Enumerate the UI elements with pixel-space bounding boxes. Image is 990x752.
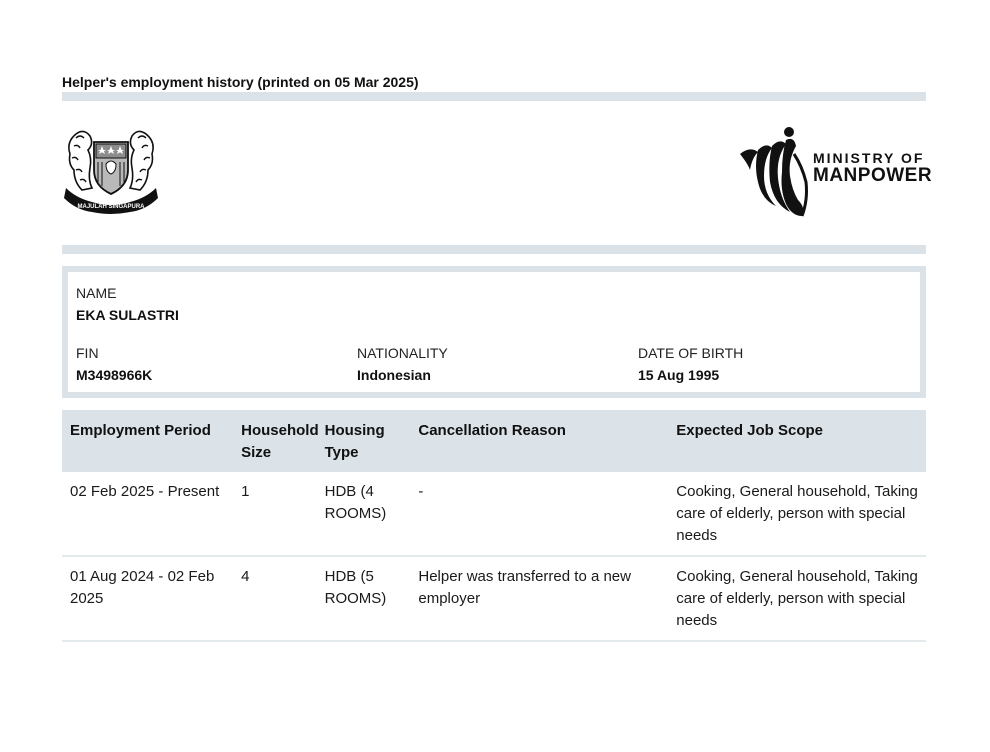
header-divider-bottom: [62, 245, 926, 254]
row-cancellation-reason: -: [410, 472, 668, 556]
helper-fin: M3498966K: [76, 367, 153, 383]
employment-history-table: [62, 410, 926, 642]
ministry-line-1: MINISTRY OF: [813, 150, 925, 166]
helper-nationality: Indonesian: [357, 367, 431, 383]
helper-details-card: [62, 266, 926, 398]
row-expected-job-scope: Cooking, General household, Taking care of elderly, person with special needs: [668, 472, 926, 556]
header-household-size: Household Size: [233, 410, 325, 472]
row-expected-job-scope: Cooking, General household, Taking care of elderly, person with special needs: [668, 556, 926, 641]
ministry-line-2: MANPOWER: [813, 165, 933, 186]
table-header-row: [62, 410, 926, 472]
fin-label: FIN: [76, 345, 99, 361]
crest-motto: MAJULAH SINGAPURA: [77, 204, 145, 210]
singapore-crest-logo: [62, 124, 160, 214]
dob-label: DATE OF BIRTH: [638, 345, 744, 361]
helper-name: EKA SULASTRI: [76, 307, 179, 323]
row-household-size: 4: [233, 556, 325, 641]
row-housing-type: HDB (5 ROOMS): [325, 556, 411, 641]
table-row: [62, 556, 926, 641]
helper-dob: 15 Aug 1995: [638, 367, 720, 383]
row-employment-period: 02 Feb 2025 - Present: [62, 472, 233, 556]
nationality-label: NATIONALITY: [357, 345, 448, 361]
row-housing-type: HDB (4 ROOMS): [325, 472, 411, 556]
row-cancellation-reason: Helper was transferred to a new employer: [410, 556, 668, 641]
page-title: Helper's employment history (printed on 05 Mar 2025): [62, 74, 419, 90]
header-housing-type: Housing Type: [325, 410, 411, 472]
row-employment-period: 01 Aug 2024 - 02 Feb 2025: [62, 556, 233, 641]
name-label: NAME: [76, 285, 117, 301]
row-household-size: 1: [233, 472, 325, 556]
header-expected-job-scope: Expected Job Scope: [668, 410, 926, 472]
ministry-name: [813, 150, 932, 186]
header-employment-period: Employment Period: [62, 410, 233, 472]
header-divider-top: [62, 92, 926, 101]
header-cancellation-reason: Cancellation Reason: [410, 410, 668, 472]
table-row: [62, 472, 926, 556]
